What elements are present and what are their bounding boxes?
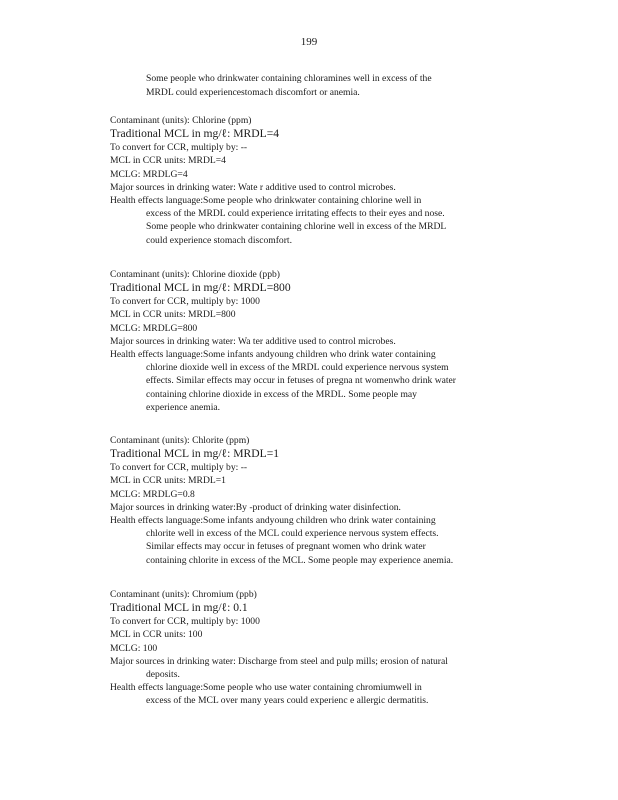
major-sources-line: Major sources in drinking water: Wate r additive used to control microbes. [110,181,396,193]
major-sources-line: Major sources in drinking water:By -product of drinking water disinfection. [110,501,401,513]
health-effects-line: experience anemia. [146,401,221,413]
traditional-mcl-heading: Traditional MCL in mg/ℓ: MRDL=800 [110,281,291,295]
contaminant-line: Contaminant (units): Chromium (ppb) [110,589,257,600]
health-effects-line: containing chlorine dioxide in excess of the MRDL. Some people may [146,388,417,400]
contaminant-line: Contaminant (units): Chlorite (ppm) [110,435,250,446]
mclg-line: MCLG: 100 [110,642,158,654]
mcl-ccr-line: MCL in CCR units: MRDL=1 [110,475,226,487]
health-effects-line: chlorite well in excess of the MCL could experience nervous system effects. [146,528,439,540]
convert-line: To convert for CCR, multiply by: 1000 [110,296,260,308]
convert-line: To convert for CCR, multiply by: -- [110,462,248,474]
contaminant-line: Contaminant (units): Chlorine (ppm) [110,115,252,126]
mclg-line: MCLG: MRDLG=800 [110,322,198,334]
health-effects-line: Health effects language:Some people who drinkwater containing chlorine well in [110,195,422,207]
mcl-ccr-line: MCL in CCR units: 100 [110,629,203,641]
health-effects-line: Some people who drinkwater containing chlorine well in excess of the MRDL [146,221,447,233]
health-effects-line: effects. Similar effects may occur in fetuses of pregna nt womenwho drink water [146,375,457,387]
traditional-mcl-heading: Traditional MCL in mg/ℓ: MRDL=4 [110,127,280,141]
intro-line: MRDL could experiencestomach discomfort or anemia. [146,87,360,98]
mclg-line: MCLG: MRDLG=4 [110,168,188,180]
health-effects-line: chlorine dioxide well in excess of the MRDL could experience nervous system [146,362,449,374]
health-effects-line: Health effects language:Some infants andyoung children who drink water containing [110,349,436,361]
health-effects-line: containing chlorite in excess of the MCL. Some people may experience anemia. [146,554,454,566]
traditional-mcl-heading: Traditional MCL in mg/ℓ: MRDL=1 [110,447,280,461]
mcl-ccr-line: MCL in CCR units: MRDL=800 [110,309,236,321]
convert-line: To convert for CCR, multiply by: -- [110,142,248,154]
contaminant-entry-chromium [110,588,540,708]
contaminant-line: Contaminant (units): Chlorine dioxide (ppb) [110,269,280,280]
intro-line: Some people who drinkwater containing chloramines well in excess of the [146,73,432,84]
page-number: 199 [300,36,318,48]
major-sources-line: Major sources in drinking water: Wa ter additive used to control microbes. [110,335,396,347]
traditional-mcl-heading: Traditional MCL in mg/ℓ: 0.1 [110,601,248,615]
health-effects-line: Health effects language:Some infants andyoung children who drink water containing [110,515,436,527]
health-effects-line: could experience stomach discomfort. [146,234,292,246]
health-effects-line: excess of the MCL over many years could experienc e allergic dermatitis. [146,695,429,707]
contaminant-entry-chlorine [110,114,540,247]
contaminant-entry-chlorine-dioxide [110,268,540,414]
mcl-ccr-line: MCL in CCR units: MRDL=4 [110,155,226,167]
contaminant-entry-chlorite [110,434,540,567]
intro-paragraph [146,72,526,100]
major-sources-line: deposits. [146,669,180,681]
health-effects-line: excess of the MRDL could experience irritating effects to their eyes and nose. [146,208,445,220]
convert-line: To convert for CCR, multiply by: 1000 [110,616,260,628]
health-effects-line: Similar effects may occur in fetuses of pregnant women who drink water [146,541,426,553]
health-effects-line: Health effects language:Some people who use water containing chromiumwell in [110,682,422,694]
major-sources-line: Major sources in drinking water: Discharge from steel and pulp mills; erosion of natural [110,655,448,667]
mclg-line: MCLG: MRDLG=0.8 [110,488,195,500]
